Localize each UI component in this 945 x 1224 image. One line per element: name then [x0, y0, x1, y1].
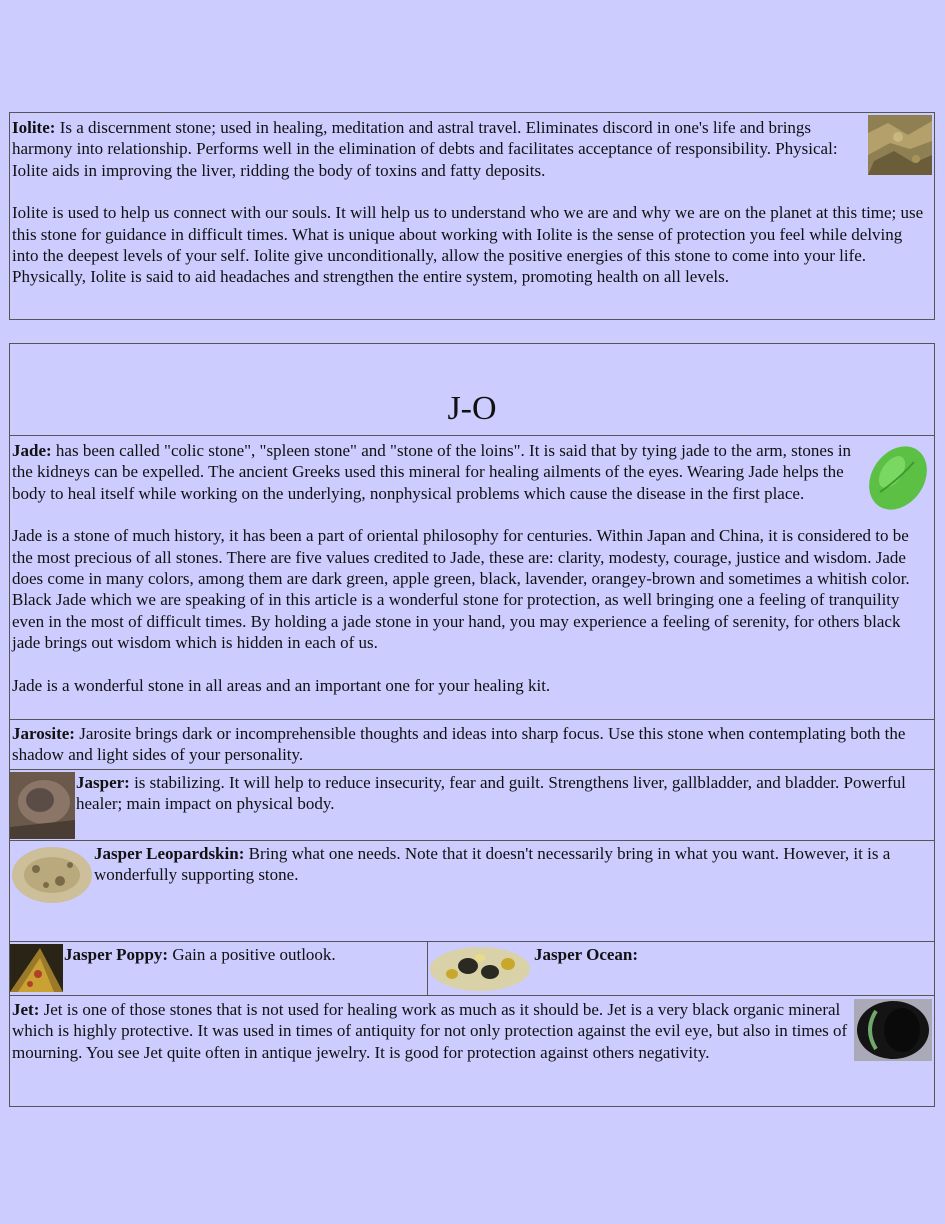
jarosite-name: Jarosite:	[12, 724, 75, 743]
iolite-text-1: Is a discernment stone; used in healing, meditation and astral travel. Eliminates discord in one's life and brings harmony into relationship. Performs well in the elimination of debts and facilitates acceptance of responsibility. Physical: Iolite aids in improving the liver, ridding the body of toxins and fatty deposits.	[12, 118, 838, 180]
jasper-paragraph	[10, 772, 932, 815]
jasper-text: is stabilizing. It will help to reduce insecurity, fear and guilt. Strengthens liver, gallbladder, and bladder. Powerful healer; main impact on physical body.	[76, 773, 906, 814]
jet-text: Jet is one of those stones that is not used for healing work as much as it should be. Jet is a very black organic mineral which is highly protective. It was used in times of antiquity for not only protection against the evil eye, but also in times of mourning. You see Jet quite often in antique jewelry. It is good for protection against others negativity.	[12, 1000, 848, 1062]
jade-entry	[10, 435, 934, 719]
jet-entry	[10, 995, 934, 1107]
jasper-poppy-stone-image	[10, 944, 63, 992]
jasper-leopardskin-paragraph	[10, 843, 932, 886]
iolite-stone-image	[868, 115, 932, 175]
jasper-poppy-name: Jasper Poppy:	[64, 945, 169, 964]
jade-text-1: has been called "colic stone", "spleen stone" and "stone of the loins". It is said that by tying jade to the arm, stones in the kidneys can be expelled. The ancient Greeks used this mineral for healing ailments of the eyes. Wearing Jade helps the body to heal itself while working on the underlying, nonphysical problems which cause the disease in the first place.	[12, 441, 852, 503]
jade-text-2: Jade is a stone of much history, it has been a part of oriental philosophy for centuries. Within Japan and China, it is considered to be the most precious of all stones. There are five values credited to Jade, these are: clarity, modesty, courage, justice and wisdom. Jade does come in many colors, among them are dark green, apple green, black, lavender, orangey-brown and sometimes a whitish color. Black Jade which we are speaking of in this article is a wonderful stone for protection, as well bringing one a feeling of tranquility even in the most of difficult times. By holding a jade stone in your hand, you may experience a feeling of serenity, for others black jade brings out wisdom which is hidden in each of us.	[12, 526, 910, 653]
jasper-ocean-stone-image	[428, 944, 533, 994]
jet-name: Jet:	[12, 1000, 40, 1019]
jasper-leopardskin-entry	[10, 840, 934, 941]
iolite-name: Iolite:	[12, 118, 56, 137]
jet-paragraph	[12, 999, 932, 1063]
jade-text-3: Jade is a wonderful stone in all areas and an important one for your healing kit.	[12, 675, 551, 695]
jade-paragraph-1	[12, 440, 932, 504]
jade-stone-image	[862, 442, 932, 514]
jarosite-text: Jarosite brings dark or incomprehensible thoughts and ideas into sharp focus. Use this stone when contemplating both the shadow and light sides of your personality.	[12, 724, 906, 765]
jarosite-entry	[10, 719, 934, 769]
j-o-table	[9, 343, 935, 1107]
jasper-poppy-text: Gain a positive outlook.	[168, 945, 336, 964]
jasper-poppy-entry	[10, 942, 428, 995]
jasper-leopardskin-stone-image	[10, 843, 93, 905]
jasper-poppy-paragraph	[10, 944, 427, 965]
jasper-leopardskin-name: Jasper Leopardskin:	[94, 844, 245, 863]
jarosite-paragraph	[12, 723, 932, 766]
jasper-entry	[10, 769, 934, 840]
iolite-entry	[9, 112, 935, 320]
jasper-ocean-entry	[428, 942, 934, 995]
jasper-stone-image	[10, 772, 75, 839]
jet-stone-image	[854, 999, 932, 1061]
jasper-poppy-ocean-row	[10, 941, 934, 995]
jasper-name: Jasper:	[76, 773, 130, 792]
iolite-paragraph-1	[12, 117, 932, 181]
iolite-text-2: Iolite is used to help us connect with our souls. It will help us to understand who we are and why we are on the planet at this time; use this stone for guidance in difficult times. What is unique about working with Iolite is the sense of protection you feel while delving into the deepest levels of your self. Iolite give unconditionally, allow the positive energies of this stone to come into your life. Physically, Iolite is said to aid headaches and strengthen the entire system, promoting health on all levels.	[12, 203, 924, 287]
jasper-leopardskin-text: Bring what one needs. Note that it doesn't necessarily bring in what you want. However, it is a wonderfully supporting stone.	[94, 844, 891, 885]
jade-name: Jade:	[12, 441, 52, 460]
section-heading: J-O	[447, 390, 497, 427]
jasper-ocean-name: Jasper Ocean:	[534, 945, 639, 964]
